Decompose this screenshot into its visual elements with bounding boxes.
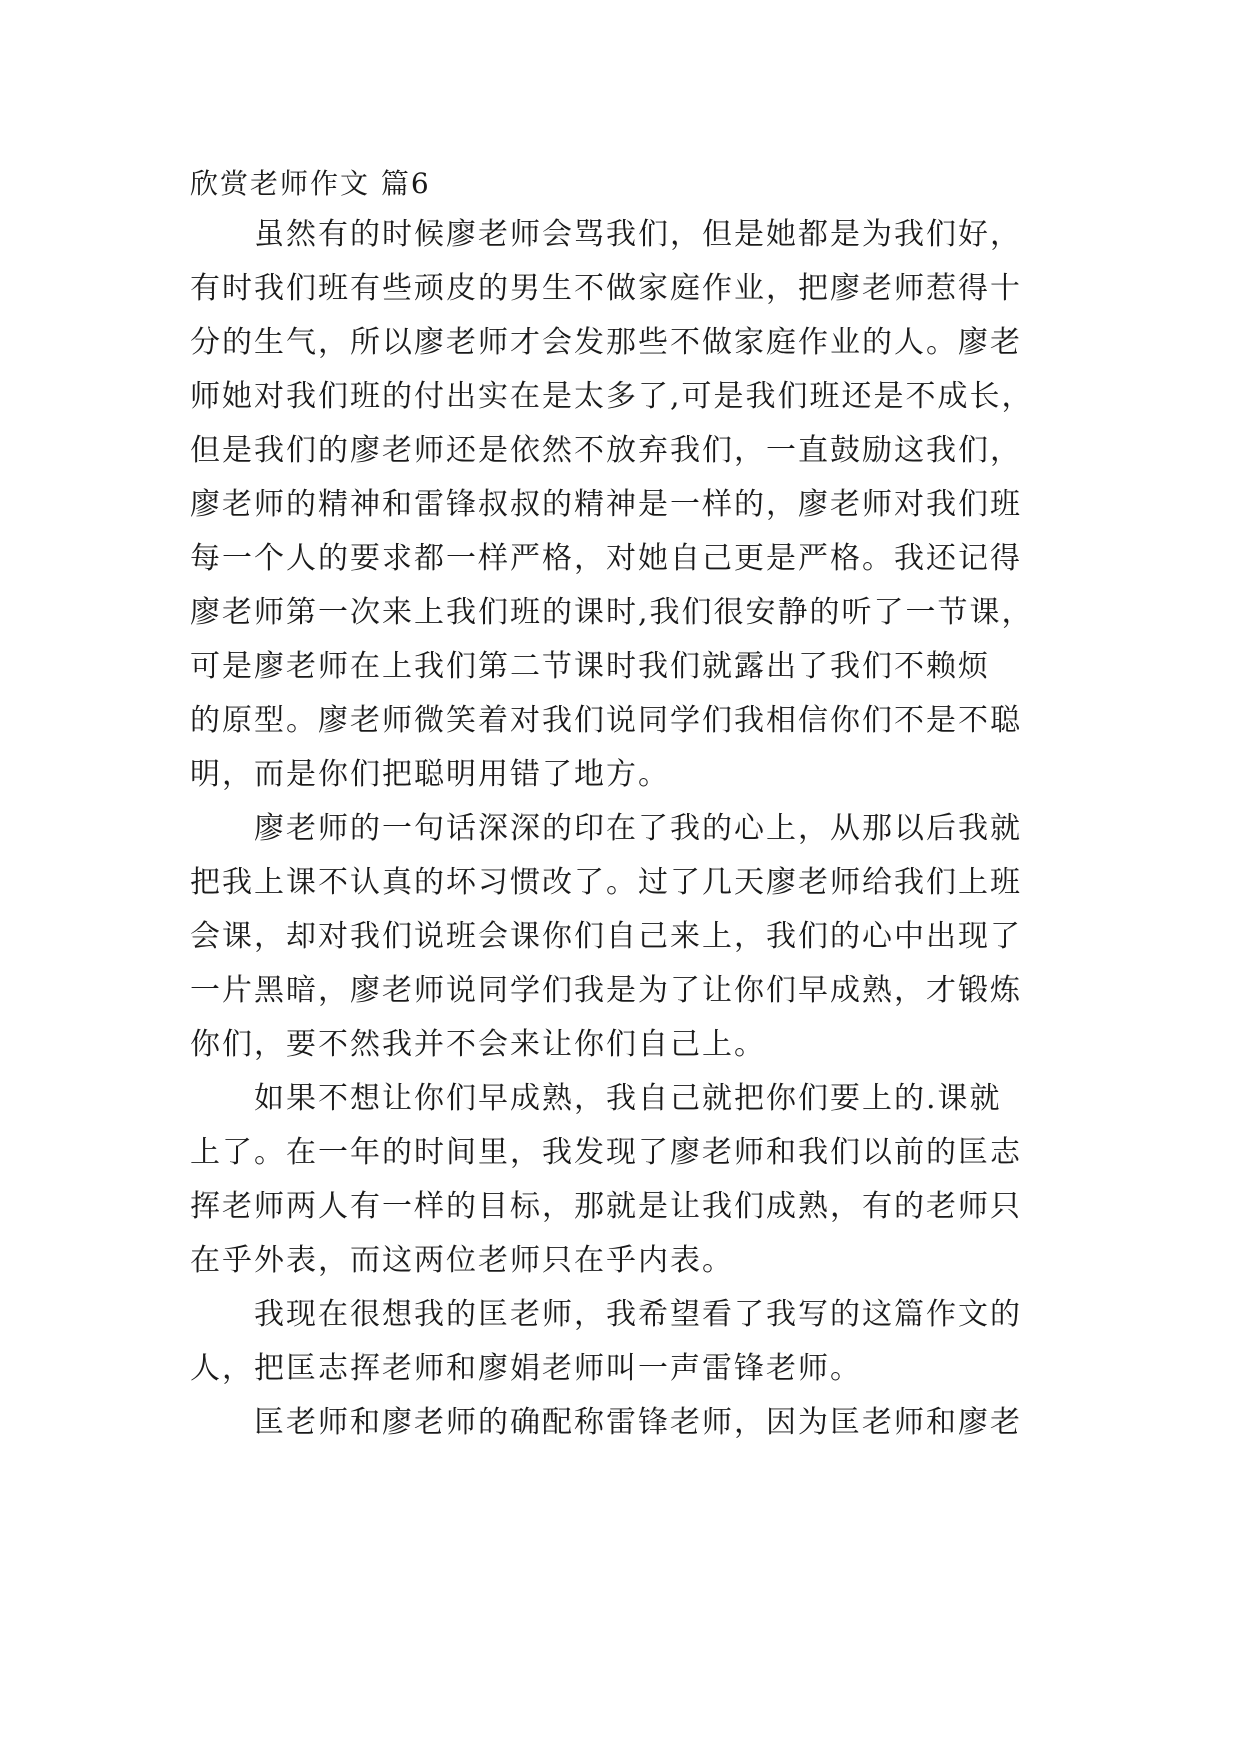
text-line: 每一个人的要求都一样严格，对她自己更是严格。我还记得 <box>190 541 1022 576</box>
text-line: 在乎外表，而这两位老师只在乎内表。 <box>190 1243 734 1278</box>
text-line: 挥老师两人有一样的目标，那就是让我们成熟，有的老师只 <box>190 1189 1022 1224</box>
text-line: 可是廖老师在上我们第二节课时我们就露出了我们不赖烦 <box>190 649 990 684</box>
text-line: 廖老师的精神和雷锋叔叔的精神是一样的，廖老师对我们班 <box>190 487 1022 522</box>
text-line: 会课，却对我们说班会课你们自己来上，我们的心中出现了 <box>190 919 1022 954</box>
text-line: 明，而是你们把聪明用错了地方。 <box>190 757 670 792</box>
text-line: 把我上课不认真的坏习惯改了。过了几天廖老师给我们上班 <box>190 865 1022 900</box>
text-line: 我现在很想我的匡老师，我希望看了我写的这篇作文的 <box>254 1297 1022 1332</box>
text-line: 上了。在一年的时间里，我发现了廖老师和我们以前的匡志 <box>190 1135 1022 1170</box>
text-line: 有时我们班有些顽皮的男生不做家庭作业，把廖老师惹得十 <box>190 271 1022 306</box>
page-title: 欣赏老师作文 篇6 <box>190 167 431 200</box>
essay-body <box>190 208 1070 1450</box>
text-line: 你们，要不然我并不会来让你们自己上。 <box>190 1027 766 1062</box>
text-line: 师她对我们班的付出实在是太多了,可是我们班还是不成长， <box>190 379 1034 414</box>
text-line: 分的生气，所以廖老师才会发那些不做家庭作业的人。廖老 <box>190 325 1022 360</box>
text-line: 人，把匡志挥老师和廖娟老师叫一声雷锋老师。 <box>190 1351 862 1386</box>
text-line: 匡老师和廖老师的确配称雷锋老师，因为匡老师和廖老 <box>254 1405 1022 1440</box>
text-line: 的原型。廖老师微笑着对我们说同学们我相信你们不是不聪 <box>190 703 1022 738</box>
text-line: 虽然有的时候廖老师会骂我们，但是她都是为我们好， <box>254 217 1022 252</box>
text-line: 廖老师的一句话深深的印在了我的心上，从那以后我就 <box>254 811 1022 846</box>
text-line: 一片黑暗，廖老师说同学们我是为了让你们早成熟，才锻炼 <box>190 973 1022 1008</box>
text-line: 如果不想让你们早成熟，我自己就把你们要上的.课就 <box>254 1081 1002 1116</box>
text-line: 但是我们的廖老师还是依然不放弃我们，一直鼓励这我们， <box>190 433 1022 468</box>
text-line: 廖老师第一次来上我们班的课时,我们很安静的听了一节课， <box>190 595 1034 630</box>
